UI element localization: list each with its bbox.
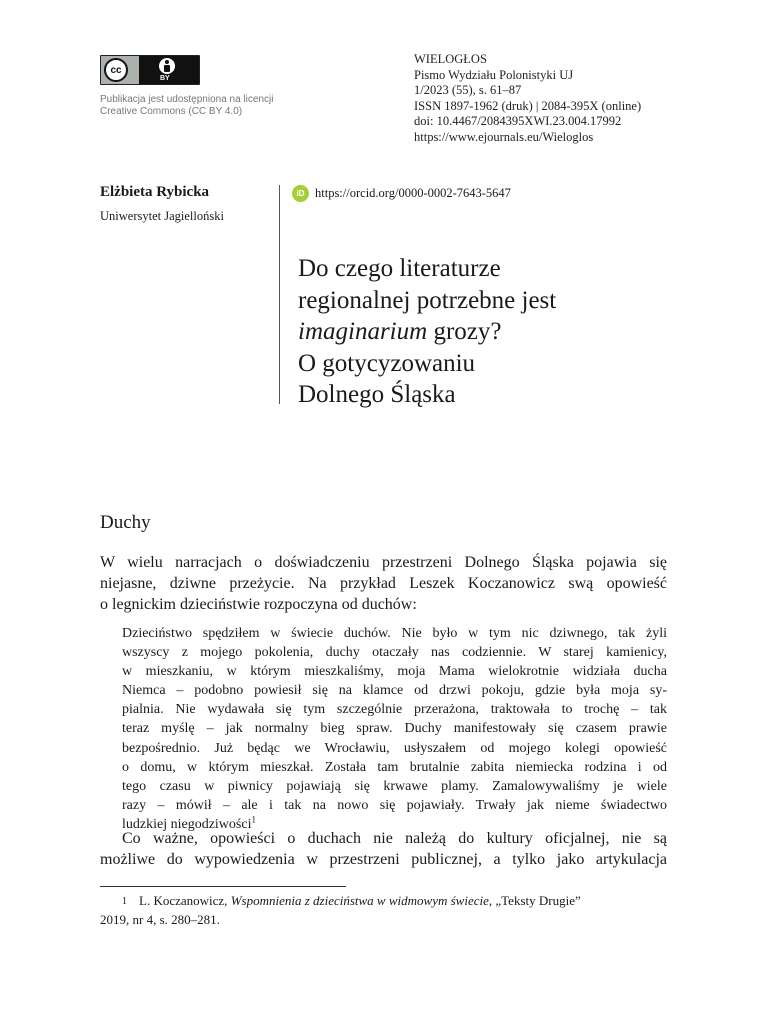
journal-name: WIELOGŁOS: [414, 52, 487, 66]
license-note-line: Publikacja jest udostępniona na licencji: [100, 94, 274, 105]
title-line: [298, 316, 698, 348]
by-label: BY: [160, 75, 170, 82]
journal-doi: doi: 10.4467/2084395XWI.23.004.17992: [414, 114, 622, 129]
quote-line: pialnia. Nie wydawała się tym szczególnie przerażona, traktowała to trochę – tak: [122, 702, 667, 718]
footnote-reference[interactable]: 1: [251, 814, 256, 825]
journal-issn: ISSN 1897-1962 (druk) | 2084-395X (online): [414, 98, 642, 113]
quote-line: tego czasu w piwnicy pojawiają się krwawe plamy. Zamalowywaliśmy je wiele: [122, 778, 667, 794]
title-italic-word: imaginarium: [298, 318, 428, 345]
text-line: Co ważne, opowieści o duchach nie należą do kultury oficjalnej, nie są: [122, 830, 667, 847]
cc-by-license-badge: [100, 55, 200, 85]
title-line: O gotycyzowaniu: [298, 349, 476, 377]
quote-line: w mieszkaniu, w którym mieszkaliśmy, moja Mama wielokrotnie widziała ducha: [122, 664, 667, 680]
journal-url[interactable]: https://www.ejournals.eu/Wieloglos: [414, 129, 594, 144]
quote-line: o domu, w którym mieszkał. Została tam brutalnie zabita niemiecka rodzina i od: [122, 759, 667, 775]
journal-subtitle: Pismo Wydziału Polonistyki UJ: [414, 67, 574, 82]
footnote-number: 1: [122, 896, 127, 907]
title-divider: [279, 185, 280, 404]
orcid-icon: iD: [292, 185, 309, 202]
body-paragraph: [100, 829, 667, 871]
cc-icon: cc: [104, 58, 128, 82]
author-name: Elżbieta Rybicka: [100, 184, 210, 200]
license-note: [100, 94, 310, 118]
title-line: regionalnej potrzebne jest: [298, 286, 557, 314]
quote-line: Niemca – podobno powiesił się na klamce od drzwi pokoju, gdzie była moja sy-: [122, 683, 667, 699]
footnote: [100, 892, 667, 930]
quote-last-text: ludzkiej niegodziwości: [122, 816, 252, 832]
license-note-line: Creative Commons (CC BY 4.0): [100, 106, 243, 117]
quote-line: razy – mówił – ale i tak na nowo się pojawiały. Trwały jak nieme świadectwo: [122, 797, 667, 813]
text-line: o legnickim dzieciństwie rozpoczyna od duchów:: [100, 595, 417, 613]
quote-line: teraz myślę – jak normalny bieg spraw. Duchy manifestowały się czasem prawie: [122, 721, 667, 737]
body-paragraph: [100, 553, 667, 615]
text-line: W wielu narracjach o doświadczeniu przestrzeni Dolnego Śląska pojawia się: [100, 554, 667, 571]
text-line: niejasne, dziwne przeżycie. Na przykład Leszek Koczanowicz swą opowieść: [100, 574, 667, 592]
quote-line: Dzieciństwo spędziłem w świecie duchów. Nie było w tym nic dziwnego, tak żyli: [122, 626, 667, 641]
footnote-rule: [100, 886, 346, 887]
title-line-rest: grozy?: [427, 318, 502, 345]
journal-issue: 1/2023 (55), s. 61–87: [414, 83, 522, 98]
footnote-line: 2019, nr 4, s. 280–281.: [100, 911, 220, 927]
footnote-title: Wspomnienia z dzieciństwa w widmowym świecie: [230, 893, 489, 908]
person-icon: [159, 58, 175, 74]
title-line: Dolnego Śląska: [298, 381, 456, 408]
journal-info: [414, 52, 714, 146]
title-line: Do czego literaturze: [298, 255, 501, 282]
footnote-source: , „Teksty Drugie”: [488, 893, 581, 908]
text-line: możliwe do wypowiedzenia w przestrzeni publicznej, a tylko jako artykulacja: [100, 850, 667, 868]
section-heading: Duchy: [100, 512, 151, 533]
footnote-author: L. Koczanowicz,: [139, 893, 231, 908]
article-title: [298, 253, 698, 411]
footnote-line: [100, 892, 667, 911]
orcid-link[interactable]: https://orcid.org/0000-0002-7643-5647: [315, 186, 511, 200]
quote-line: bezpośrednio. Już będąc we Wrocławiu, usłyszałem od mojego kolegi opowieść: [122, 740, 667, 756]
block-quote: [122, 624, 667, 834]
quote-line: wszyscy z mojego pokolenia, duchy otaczały nas codziennie. W starej kamienicy,: [122, 645, 667, 661]
author-affiliation: Uniwersytet Jagielloński: [100, 209, 224, 223]
